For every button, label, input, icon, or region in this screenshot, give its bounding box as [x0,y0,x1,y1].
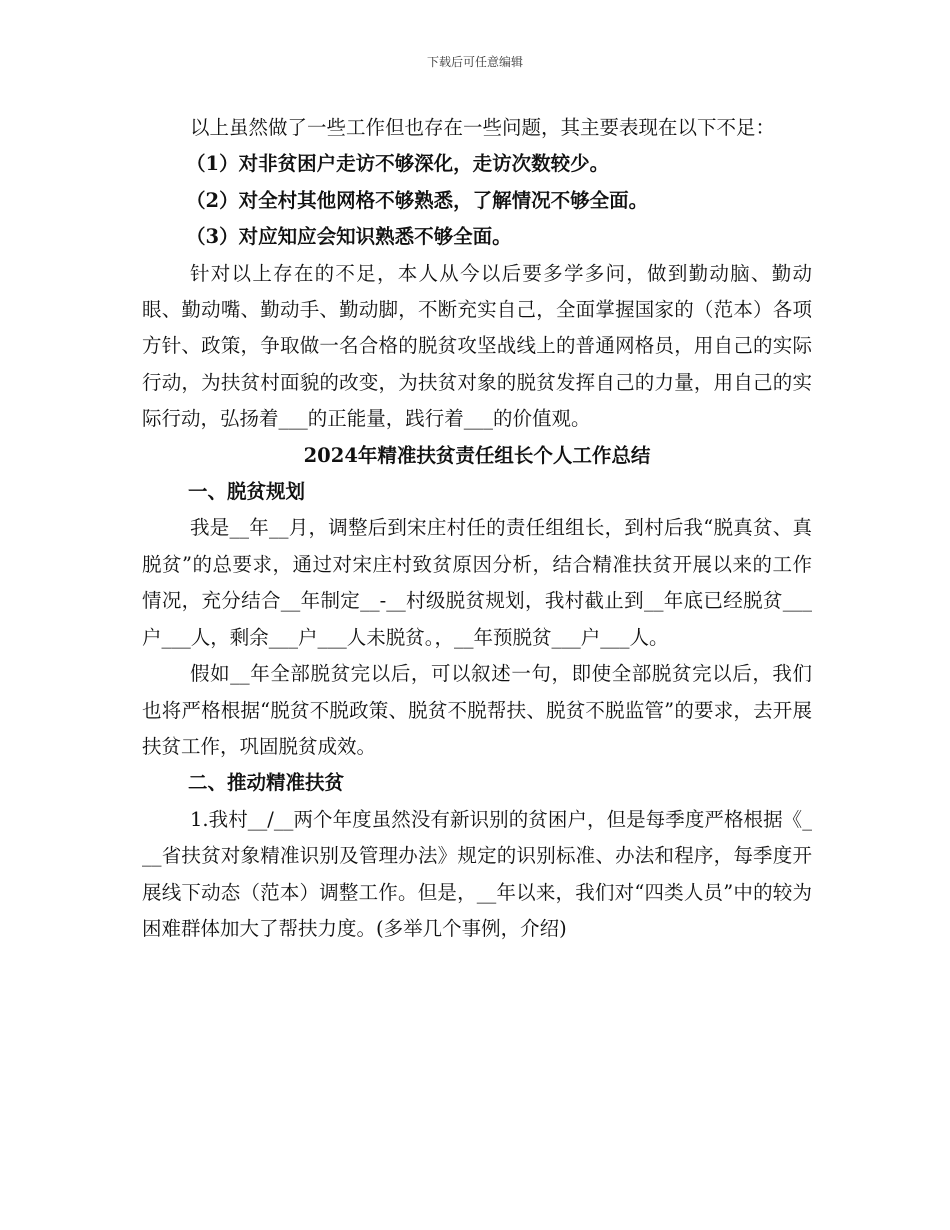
section-heading-2: 二、推动精准扶贫 [188,771,345,795]
document-title: 2024年精准扶贫责任组长个人工作总结 [303,443,651,467]
list-item-2: （2）对全村其他网格不够熟悉，了解情况不够全面。 [186,188,649,212]
paragraph-precision-aid: 1.我村__/__两个年度虽然没有新识别的贫困户，但是每季度严格根据《___省扶贫对象精准识别及管理办法》规定的识别标准、办法和程序，每季度开展线下动态（范本）调整工作。但是，__年以来，我们对“四类人员”中的较为困难群体加大了帮扶力度。(多举几个事例，介绍) [142,807,812,940]
list-item-1: （1）对非贫困户走访不够深化，走访次数较少。 [186,152,610,176]
paragraph-after-poverty: 假如__年全部脱贫完以后，可以叙述一句，即使全部脱贫完以后，我们也将严格根据“脱贫不脱政策、脱贫不脱帮扶、脱贫不脱监管”的要求，去开展扶贫工作，巩固脱贫成效。 [142,662,812,758]
header-note: 下载后可任意编辑 [426,55,523,69]
paragraph-shortcomings-intro: 以上虽然做了一些工作但也存在一些问题，其主要表现在以下不足： [190,116,776,139]
section-heading-1: 一、脱贫规划 [188,480,306,504]
paragraph-improvement: 针对以上存在的不足，本人从今以后要多学多问，做到勤动脑、勤动眼、勤动嘴、勤动手、勤动脚，不断充实自己，全面掌握国家的（范本）各项方针、政策，争取做一名合格的脱贫攻坚战线上的普通网格员，用自己的实际行动，为扶贫村面貌的改变，为扶贫对象的脱贫发挥自己的力量，用自己的实际行动，弘扬着___的正能量，践行着___的价值观。 [142,261,812,431]
list-item-3: （3）对应知应会知识熟悉不够全面。 [186,225,512,249]
document-body [142,110,812,947]
paragraph-plan: 我是__年__月，调整后到宋庄村任的责任组组长，到村后我“脱真贫、真脱贫”的总要求，通过对宋庄村致贫原因分析，结合精准扶贫开展以来的工作情况，充分结合__年制定__-__村级脱贫规划，我村截止到__年底已经脱贫___户___人，剩余___户___人未脱贫。，__年预脱贫___户___人。 [142,516,812,649]
